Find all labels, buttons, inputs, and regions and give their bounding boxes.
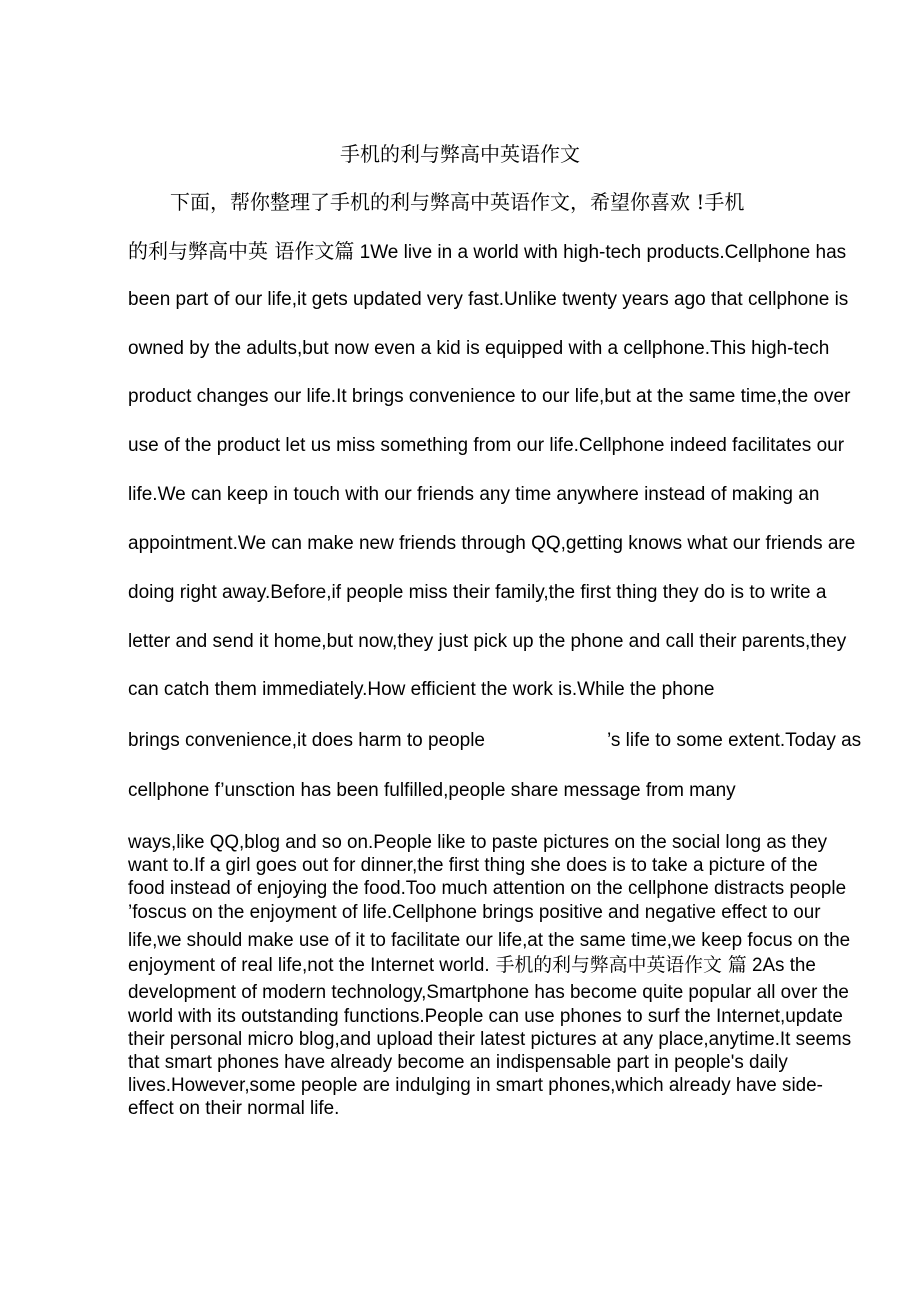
intro-line: 下面，帮你整理了手机的利与弊高中英语作文，希望你喜欢 !手机 (170, 190, 745, 214)
essay1-dense-line: food instead of enjoying the food.Too much attention on the cellphone distracts people (128, 878, 847, 899)
essay1-line-part-a: brings convenience,it does harm to people (128, 730, 486, 751)
essay2-start-text: 2As the (746, 955, 816, 976)
essay1-dense-line: life,we should make use of it to facilitate our life,at the same time,we keep focus on the (128, 930, 851, 951)
essay1-dense-line: ’foscus on the enjoyment of life.Cellphone brings positive and negative effect to our (128, 902, 821, 923)
page-title: 手机的利与弊高中英语作文 (340, 142, 580, 166)
essay1-line1 (128, 239, 846, 265)
essay1-dense-line: want to.If a girl goes out for dinner,the first thing she does is to take a picture of the (128, 855, 818, 876)
essay1-line: use of the product let us miss something from our life.Cellphone indeed facilitates our (128, 435, 845, 456)
essay2-line: world with its outstanding functions.People can use phones to surf the Internet,update (128, 1006, 843, 1027)
essay1-line: been part of our life,it gets updated very fast.Unlike twenty years ago that cellphone is (128, 289, 849, 310)
essay1-line-part-b: ’s life to some extent.Today as (607, 730, 862, 751)
essay2-heading-cjk: 手机的利与弊高中英语作文 篇 (489, 954, 747, 976)
essay1-line1-text: 1We live in a world with high-tech products.Cellphone has (354, 242, 847, 263)
essay1-closing-text: enjoyment of real life,not the Internet world. (128, 955, 490, 976)
essay1-heading-cjk: 的利与弊高中英 语作文篇 (128, 239, 355, 263)
essay1-line: doing right away.Before,if people miss their family,the first thing they do is to write a (128, 582, 827, 603)
essay1-last-line (128, 953, 912, 978)
essay2-line: lives.However,some people are indulging in smart phones,which already have side- (128, 1075, 823, 1096)
essay1-line: appointment.We can make new friends through QQ,getting knows what our friends are (128, 533, 856, 554)
essay1-line: owned by the adults,but now even a kid is equipped with a cellphone.This high-tech (128, 338, 830, 359)
essay1-dense-line: ways,like QQ,blog and so on.People like to paste pictures on the social long as they (128, 832, 828, 853)
essay1-line: cellphone f’unsction has been fulfilled,people share message from many (128, 780, 736, 801)
essay2-line: effect on their normal life. (128, 1098, 340, 1119)
essay1-line: can catch them immediately.How efficient the work is.While the phone (128, 679, 715, 700)
essay2-line: development of modern technology,Smartphone has become quite popular all over the (128, 982, 849, 1003)
essay1-line: product changes our life.It brings convenience to our life,but at the same time,the over (128, 386, 851, 407)
essay1-line: life.We can keep in touch with our friends any time anywhere instead of making an (128, 484, 820, 505)
essay2-line: their personal micro blog,and upload their latest pictures at any place,anytime.It seems (128, 1029, 852, 1050)
essay1-line: letter and send it home,but now,they just pick up the phone and call their parents,they (128, 631, 847, 652)
essay2-line: that smart phones have already become an indispensable part in people's daily (128, 1052, 788, 1073)
